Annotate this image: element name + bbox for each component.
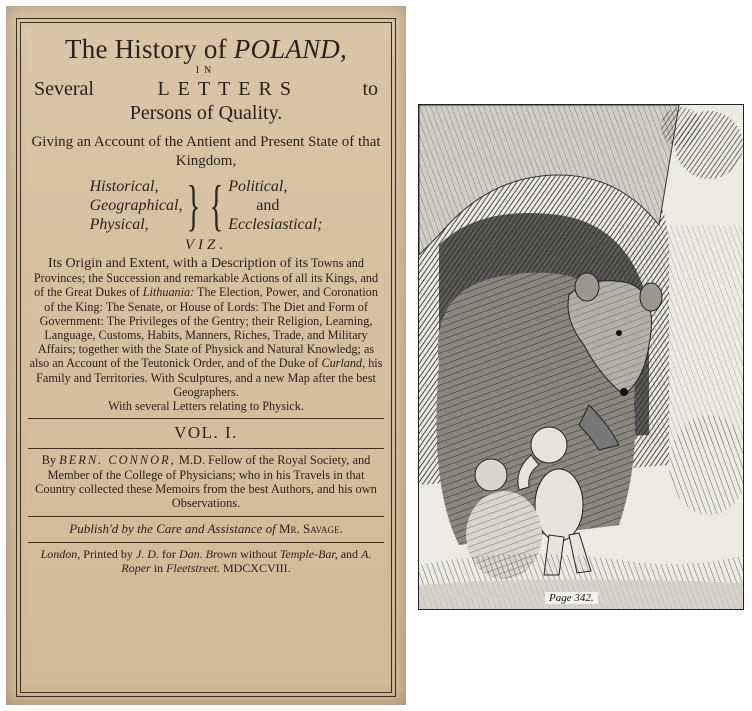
subject-braces	[28, 174, 384, 237]
publisher-statement: Publish'd by the Care and Assistance of Mr. Savage.	[69, 520, 343, 536]
title-page-text	[28, 30, 384, 576]
imprint: London, Printed by J. D. for Dan. Brown without Temple-Bar, and A. Roper in Fleetstreet. MDCXCVIII.	[40, 546, 372, 576]
engraving-plate	[418, 104, 744, 610]
title-persons: Persons of Quality.	[129, 102, 283, 124]
brace-left-list: Historical, Geographical, Physical,	[89, 178, 183, 233]
subtitle-giving: Giving an Account of the Antient and Present State of that Kingdom,	[31, 134, 381, 169]
title-letters-line: Several LETTERS to	[34, 78, 378, 100]
brace-glyph: {	[210, 174, 224, 237]
divider	[28, 448, 384, 449]
viz-heading: VIZ.	[184, 237, 228, 253]
divider	[28, 516, 384, 517]
bear-cave-engraving	[419, 105, 743, 609]
brace-glyph: }	[187, 174, 201, 237]
plate-caption: Page 342.	[545, 592, 598, 604]
book-title: The History of POLAND,	[65, 34, 347, 64]
volume-label: VOL. I.	[174, 423, 238, 443]
divider	[28, 542, 384, 543]
title-page	[6, 6, 406, 705]
divider	[28, 418, 384, 419]
contents-description: Its Origin and Extent, with a Description of its Towns and Provinces; the Succession and remarkable Actions of all its Kings, and of the Great Dukes of Lithuania: The Election, Power, and Coronation of the King: The Senate, or House of Lords: The Diet and Form of Government: The Privileges of the Gentry; their Religion, Learning, Language, Customs, Habits, Manners, Riches, Trade, and Military Affairs; together with the State of Physick and Natural Knowledg; as also an Account of the Teutonick Order, and of the Duke of Curland, his Family and Territories. With Sculptures, and a new Map after the best Geographers. With several Letters relating to Physick.	[29, 256, 383, 414]
brace-right-list: Political, and Ecclesiastical;	[228, 178, 323, 233]
author-statement: By BERN. CONNOR, M.D. Fellow of the Royal Society, and Member of the College of Physicians; who in his Travels in that Country collected these Memoirs from the best Authors, and his own Observations.	[35, 453, 377, 511]
title-in: IN	[195, 65, 217, 76]
